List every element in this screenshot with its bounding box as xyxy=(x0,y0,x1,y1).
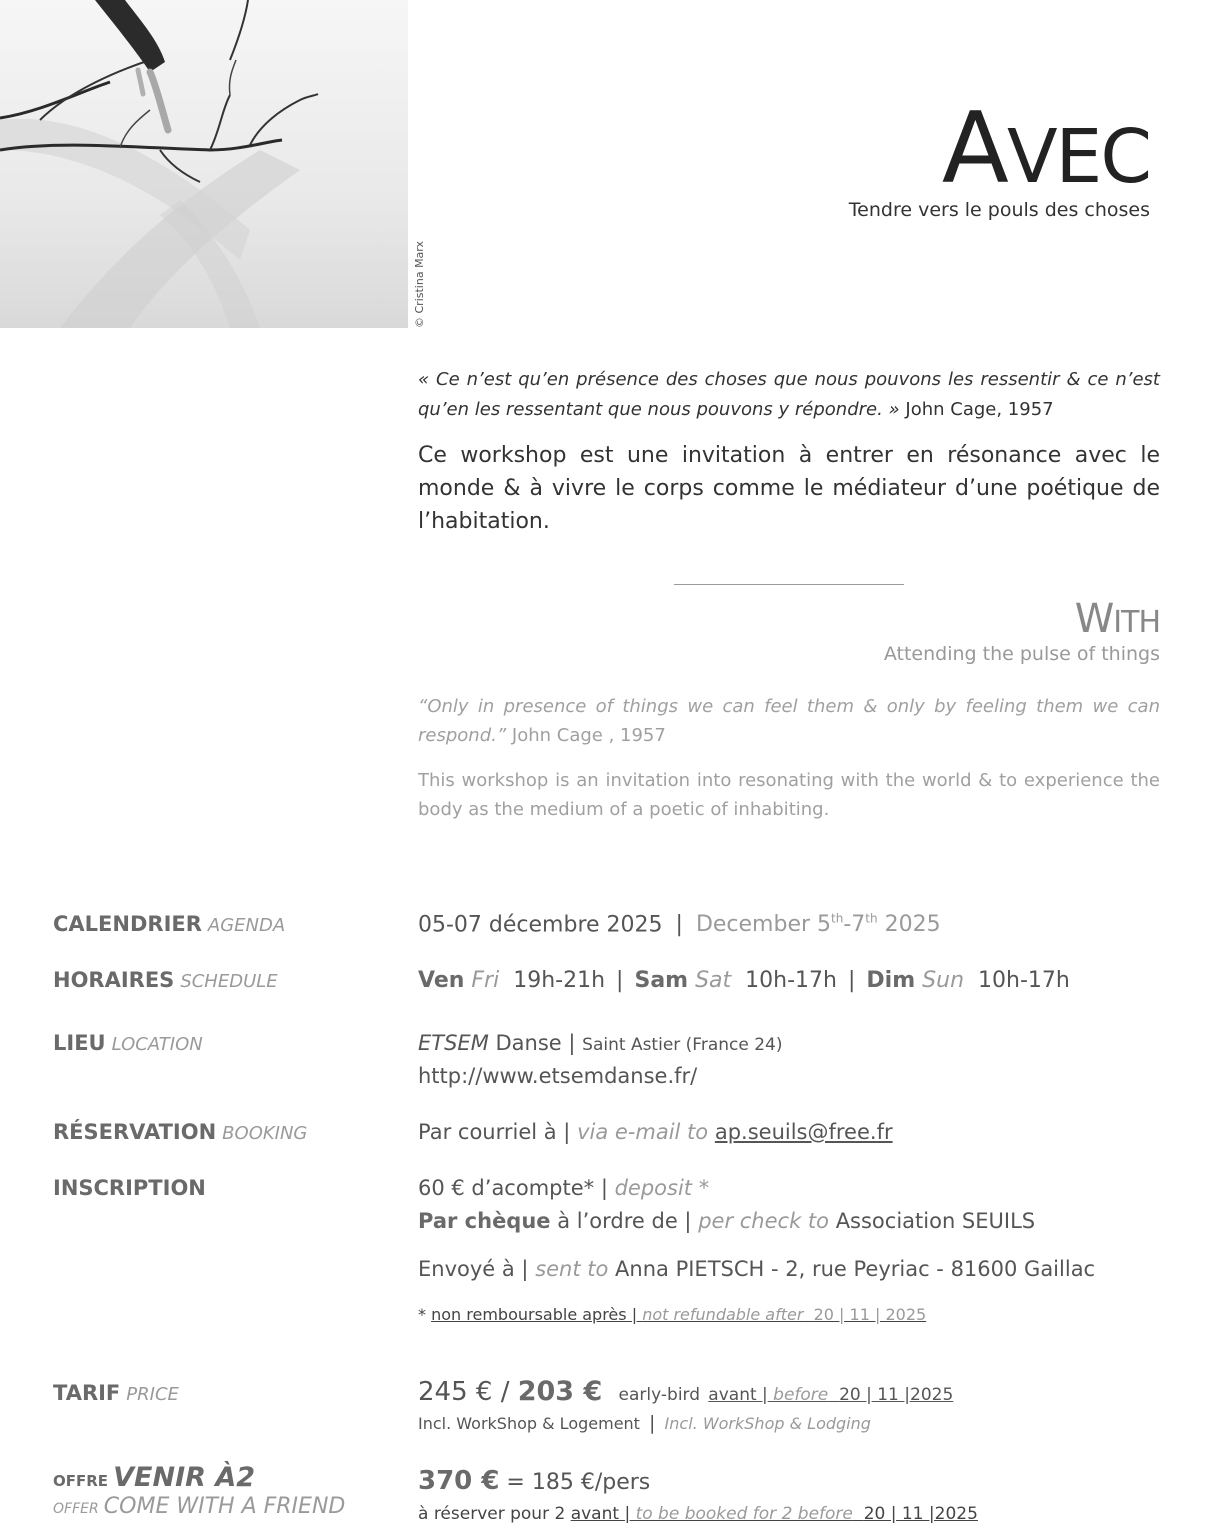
sat-time: 10h-17h xyxy=(745,968,837,993)
note-en: not refundable after xyxy=(642,1305,804,1324)
date-en-part-b: -7 xyxy=(843,912,866,938)
venue-name-italic: ETSEM xyxy=(418,1031,489,1055)
hero-photo xyxy=(0,0,408,328)
sat-en: Sat xyxy=(695,968,732,993)
reservation-text-en: via e-mail to xyxy=(577,1120,709,1144)
subtitle-en: Attending the pulse of things xyxy=(883,643,1160,665)
fri-fr: Ven xyxy=(418,968,465,993)
note-fr: non remboursable après | xyxy=(431,1305,638,1324)
title-en xyxy=(1075,596,1160,642)
refund-note-underlined xyxy=(431,1305,926,1324)
paragraph-fr: Ce workshop est une invitation à entrer en résonance avec le monde & à vivre le corps comme le médiateur d’une poétique de l’habitation. xyxy=(418,443,1160,534)
photo-credit: © Cristina Marx xyxy=(413,240,426,328)
venue-url-link[interactable]: http://www.etsemdanse.fr/ xyxy=(418,1064,698,1088)
section-divider xyxy=(674,584,904,585)
value-reservation xyxy=(418,1120,893,1144)
book-fr: à réserver pour 2 xyxy=(418,1504,566,1524)
label-inscription: INSCRIPTION xyxy=(53,1176,206,1200)
sun-fr: Dim xyxy=(866,968,916,993)
separator: | xyxy=(848,968,856,993)
separator: | xyxy=(675,912,683,938)
quote-en-author: John Cage , 1957 xyxy=(511,725,666,746)
label-tarif xyxy=(53,1381,179,1405)
before-date: 20 | 11 |2025 xyxy=(839,1385,954,1405)
venue-place: Saint Astier (France 24) xyxy=(582,1035,783,1055)
early-bird-label: early-bird xyxy=(618,1385,701,1405)
offre-deadline xyxy=(571,1504,978,1524)
value-tarif-includes xyxy=(418,1412,871,1434)
label-horaires xyxy=(53,968,278,992)
sent-address: Anna PIETSCH - 2, rue Peyriac - 81600 Gaillac xyxy=(615,1257,1096,1281)
title-initial: A xyxy=(941,92,1007,206)
includes-en: Incl. WorkShop & Lodging xyxy=(664,1414,871,1433)
label-reservation-fr: RÉSERVATION xyxy=(53,1120,217,1144)
book-date: 20 | 11 |2025 xyxy=(863,1504,978,1524)
book-en: to be booked for 2 before xyxy=(635,1504,853,1524)
early-bird-deadline xyxy=(708,1385,953,1405)
sun-time: 10h-17h xyxy=(978,968,1070,993)
value-sent xyxy=(418,1257,1095,1281)
label-reservation xyxy=(53,1120,307,1144)
cheque-bold: Par chèque xyxy=(418,1209,551,1233)
value-horaires xyxy=(418,968,1070,993)
label-lieu-en: LOCATION xyxy=(111,1034,203,1055)
deposit-en: deposit * xyxy=(614,1176,710,1200)
label-offre xyxy=(53,1462,255,1493)
before-fr: avant | xyxy=(708,1385,768,1405)
price-full: 245 € / xyxy=(418,1377,510,1407)
cheque-en: per check to xyxy=(698,1209,829,1233)
value-tarif xyxy=(418,1376,953,1407)
date-en xyxy=(696,912,941,937)
offre-small: OFFRE xyxy=(53,1472,109,1490)
email-link[interactable]: ap.seuils@free.fr xyxy=(714,1120,893,1144)
paragraph-en: This workshop is an invitation into resonating with the world & to experience the body as the medium of a poetic of inhabiting. xyxy=(418,770,1160,820)
value-cheque xyxy=(418,1209,1035,1233)
book-before-fr: avant | xyxy=(570,1504,631,1524)
offre-price-per: = 185 €/pers xyxy=(506,1470,651,1495)
title-en-rest: ITH xyxy=(1113,605,1160,640)
sent-fr: Envoyé à | xyxy=(418,1257,529,1281)
label-tarif-fr: TARIF xyxy=(53,1381,121,1405)
value-deposit xyxy=(418,1176,709,1200)
deposit-fr: 60 € d’acompte* | xyxy=(418,1176,608,1200)
separator: | xyxy=(616,968,624,993)
page-title xyxy=(942,92,1150,206)
fri-en: Fri xyxy=(471,968,500,993)
label-tarif-en: PRICE xyxy=(126,1384,179,1405)
venue-name-rest: Danse | xyxy=(495,1031,576,1055)
before-en: before xyxy=(773,1385,829,1405)
label-offer-en xyxy=(53,1494,345,1519)
label-calendrier-fr: CALENDRIER xyxy=(53,912,202,936)
value-lieu xyxy=(418,1031,783,1055)
label-calendrier-en: AGENDA xyxy=(207,915,286,936)
page-subtitle: Tendre vers le pouls des choses xyxy=(848,199,1150,221)
quote-fr-author: John Cage, 1957 xyxy=(905,399,1054,420)
date-en-part-a: December 5 xyxy=(695,912,832,938)
sun-en: Sun xyxy=(922,968,965,993)
quote-en xyxy=(418,692,1160,750)
offre-big: VENIR À2 xyxy=(113,1462,255,1493)
date-en-part-c: 2025 xyxy=(877,912,941,938)
quote-fr-text: « Ce n’est qu’en présence des choses que nous pouvons les ressentir & ce n’est qu’en les ressentant que nous pouvons y répondre. » xyxy=(418,369,1160,420)
label-calendrier xyxy=(53,912,285,936)
sent-en: sent to xyxy=(535,1257,609,1281)
offre-price: 370 € xyxy=(418,1466,500,1496)
note-star: * xyxy=(418,1305,426,1324)
quote-fr xyxy=(418,365,1160,425)
title-rest: VEC xyxy=(1006,114,1150,200)
label-lieu-fr: LIEU xyxy=(53,1031,106,1055)
label-horaires-fr: HORAIRES xyxy=(53,968,175,992)
label-reservation-en: BOOKING xyxy=(222,1123,308,1144)
offer-big-en: COME WITH A FRIEND xyxy=(103,1494,346,1519)
cheque-fr: à l’ordre de | xyxy=(557,1209,692,1233)
title-en-initial: W xyxy=(1074,596,1114,642)
value-offre xyxy=(418,1466,650,1496)
label-horaires-en: SCHEDULE xyxy=(180,971,278,992)
cheque-payee: Association SEUILS xyxy=(835,1209,1036,1233)
date-en-sup1: th xyxy=(831,912,844,926)
date-fr: 05-07 décembre 2025 xyxy=(418,912,663,938)
value-calendrier xyxy=(418,912,941,937)
price-early: 203 € xyxy=(517,1376,603,1407)
reservation-text-fr: Par courriel à | xyxy=(418,1120,571,1144)
branch-illustration xyxy=(0,0,408,328)
label-lieu xyxy=(53,1031,203,1055)
includes-fr: Incl. WorkShop & Logement xyxy=(418,1414,640,1433)
offer-small-en: OFFER xyxy=(53,1501,99,1517)
refund-note xyxy=(418,1305,926,1324)
note-date: 20 | 11 | 2025 xyxy=(813,1305,927,1324)
sat-fr: Sam xyxy=(634,968,689,993)
value-offre-booking xyxy=(418,1504,978,1524)
date-en-sup2: th xyxy=(865,912,878,926)
separator: | xyxy=(649,1412,656,1434)
fri-time: 19h-21h xyxy=(513,968,606,993)
quote-en-text: “Only in presence of things we can feel them & only by feeling them we can respond.” xyxy=(418,696,1160,746)
